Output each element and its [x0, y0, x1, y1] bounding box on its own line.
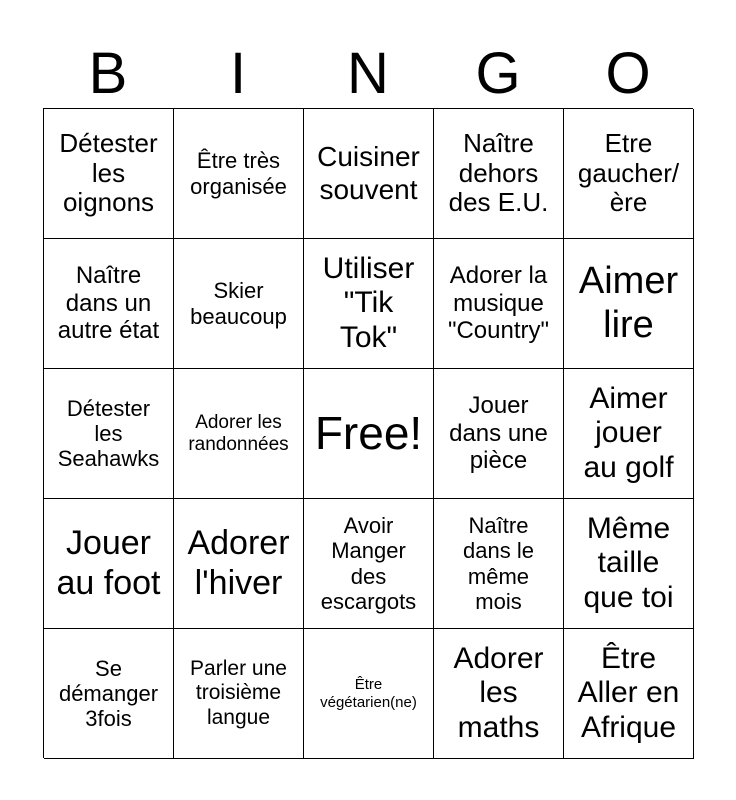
- header-letter-b: B: [88, 41, 128, 106]
- bingo-cell-2-4[interactable]: Adorer la musique "Country": [434, 239, 564, 369]
- bingo-cell-5-4[interactable]: Adorer les maths: [434, 629, 564, 759]
- bingo-cell-4-1[interactable]: Jouer au foot: [44, 499, 174, 629]
- bingo-cell-2-2[interactable]: Skier beaucoup: [174, 239, 304, 369]
- bingo-cell-5-2[interactable]: Parler une troisième langue: [174, 629, 304, 759]
- bingo-card-grid: [43, 108, 693, 758]
- bingo-cell-1-5[interactable]: Etre gaucher/ ère: [564, 109, 694, 239]
- bingo-cell-2-3[interactable]: Utiliser "Tik Tok": [304, 239, 434, 369]
- bingo-cell-3-4[interactable]: Jouer dans une pièce: [434, 369, 564, 499]
- bingo-cell-4-3[interactable]: Avoir Manger des escargots: [304, 499, 434, 629]
- bingo-cell-3-2[interactable]: Adorer les randonnées: [174, 369, 304, 499]
- bingo-cell-1-4[interactable]: Naître dehors des E.U.: [434, 109, 564, 239]
- header-letter-g: G: [475, 41, 521, 106]
- bingo-cell-3-5[interactable]: Aimer jouer au golf: [564, 369, 694, 499]
- bingo-cell-3-1[interactable]: Détester les Seahawks: [44, 369, 174, 499]
- header-letter-o: O: [605, 41, 651, 106]
- bingo-cell-free[interactable]: Free!: [304, 369, 434, 499]
- header-letter-n: N: [347, 41, 389, 106]
- bingo-cell-5-5[interactable]: Être Aller en Afrique: [564, 629, 694, 759]
- bingo-cell-4-2[interactable]: Adorer l'hiver: [174, 499, 304, 629]
- bingo-cell-1-2[interactable]: Être très organisée: [174, 109, 304, 239]
- bingo-cell-4-5[interactable]: Même taille que toi: [564, 499, 694, 629]
- bingo-cell-5-3[interactable]: Être végétarien(ne): [304, 629, 434, 759]
- header-letter-i: I: [229, 41, 247, 106]
- bingo-cell-5-1[interactable]: Se démanger 3fois: [44, 629, 174, 759]
- bingo-cell-2-5[interactable]: Aimer lire: [564, 239, 694, 369]
- bingo-cell-1-1[interactable]: Détester les oignons: [44, 109, 174, 239]
- bingo-header: [43, 40, 693, 108]
- bingo-cell-4-4[interactable]: Naître dans le même mois: [434, 499, 564, 629]
- bingo-cell-2-1[interactable]: Naître dans un autre état: [44, 239, 174, 369]
- bingo-cell-1-3[interactable]: Cuisiner souvent: [304, 109, 434, 239]
